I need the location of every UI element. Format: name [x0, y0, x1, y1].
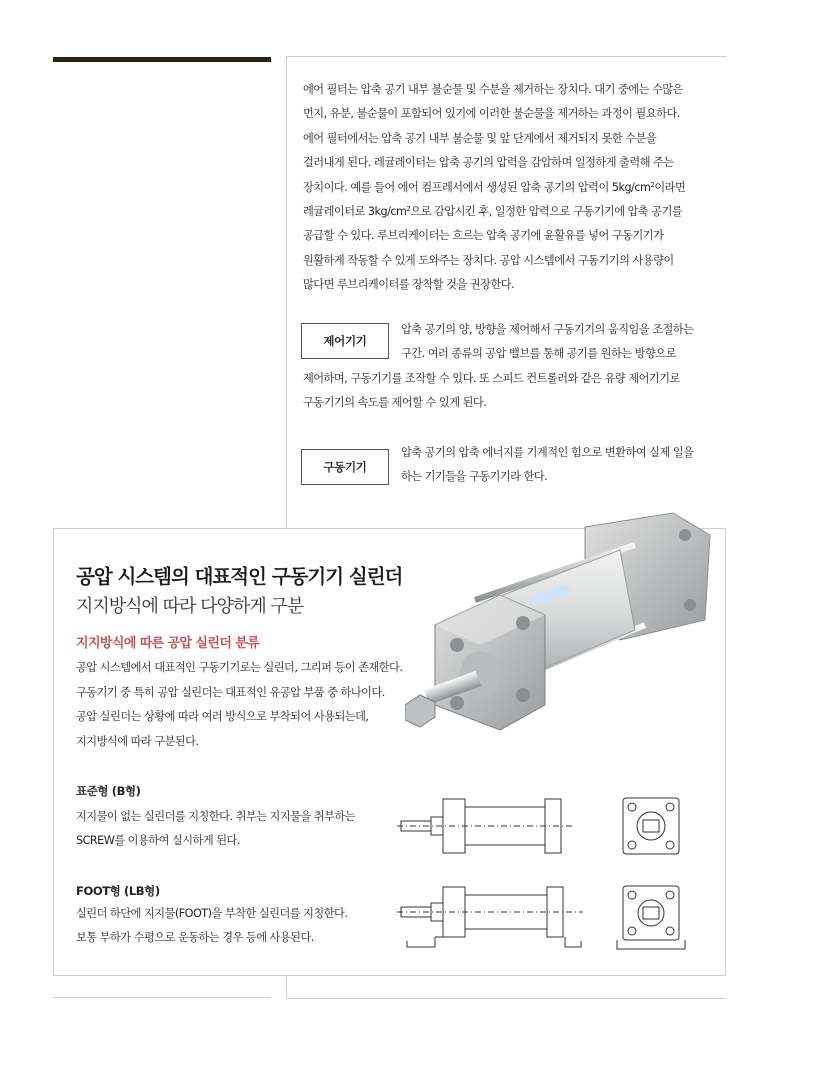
control-device-label: 제어기기: [301, 323, 389, 359]
main-subtitle: 지지방식에 따라 다양하게 구분: [76, 596, 304, 617]
actuator-text: 압축 공기의 압축 에너지를 기계적인 힘으로 변환하여 실제 일을 하는 기기들을 구동기기라 한다.: [401, 446, 694, 484]
pneumatic-cylinder-image: [405, 505, 725, 745]
bottom-divider-vertical: [286, 976, 287, 998]
type-b-title: 표준형 (B형): [76, 784, 141, 798]
type-b-front-drawing: [620, 795, 682, 857]
main-title: 공압 시스템의 대표적인 구동기기 실린더: [76, 565, 403, 588]
control-text-bottom: 제어하며, 구동기기를 조작할 수 있다. 또 스피드 컨트롤러와 같은 유량 제어기기로 구동기기의 속도를 제어할 수 있게 된다.: [303, 372, 680, 410]
bottom-rule-left: [53, 997, 271, 998]
intro-paragraph: 에어 필터는 압축 공기 내부 불순물 및 수분을 제거하는 장치다. 대기 중에는 수많은 먼지, 유분, 불순물이 포함되어 있기에 이러한 불순물을 제거하는 과정이 필요하다. 에어 필터에서는 압축 공기 내부 불순물 및 앞 단계에서 제거되지 못한 수분을 걸러내게 된다. 레귤레이터는 압축 공기의 압력을 감압하며 일정하게 출력해 주는 장치이다. 예를 들어 에어 컴프레서에서 생성된 압축 공기의 압력이 $5kg/cm^2$이라면 레귤레이터로 $3kg/cm^2$으로 감압시킨 후, 일정한 압력으로 구동기기에 압축 공기를 공급할 수 있다. 루브리케이터는 흐르는 압축 공기에 윤활유를 넣어 구동기기가 원활하게 작동할 수 있게 도와주는 장치다. 공압 시스템에서 구동기기의 사용량이 많다면 루브리케이터를 장착할 것을 권장한다.: [303, 83, 686, 292]
type-b-desc: 지지물이 없는 실린더를 지칭한다. 취부는 지지물을 취부하는 SCREW를 이용하여 실시하게 된다.: [76, 810, 356, 847]
type-lb-front-drawing: [614, 883, 688, 953]
type-lb-title: FOOT형 (LB형): [76, 884, 160, 898]
type-lb-desc: 실린더 하단에 지지물(FOOT)을 부착한 실린더를 지칭한다. 보통 부하가 수평으로 운동하는 경우 등에 사용된다.: [76, 907, 348, 944]
bottom-rule-right: [286, 998, 726, 999]
section-heading: 지지방식에 따른 공압 실린더 분류: [76, 636, 260, 651]
section-body: 공압 시스템에서 대표적인 구동기기로는 실린더, 그리퍼 등이 존재한다. 구동기기 중 특히 공압 실린더는 대표적인 유공압 부품 중 하나이다. 공압 실린더는 상황에 따라 여러 방식으로 부착되어 사용되는데, 지지방식에 따라 구분된다.: [76, 661, 403, 748]
top-accent-bar: [53, 57, 271, 62]
type-b-side-drawing: [395, 795, 575, 857]
type-lb-side-drawing: [395, 883, 585, 953]
actuator-label: 구동기기: [301, 449, 389, 485]
control-text-top: 압축 공기의 양, 방향을 제어해서 구동기기의 움직임을 조절하는 구간. 여러 종류의 공압 밸브를 통해 공기를 원하는 방향으로: [401, 323, 694, 361]
